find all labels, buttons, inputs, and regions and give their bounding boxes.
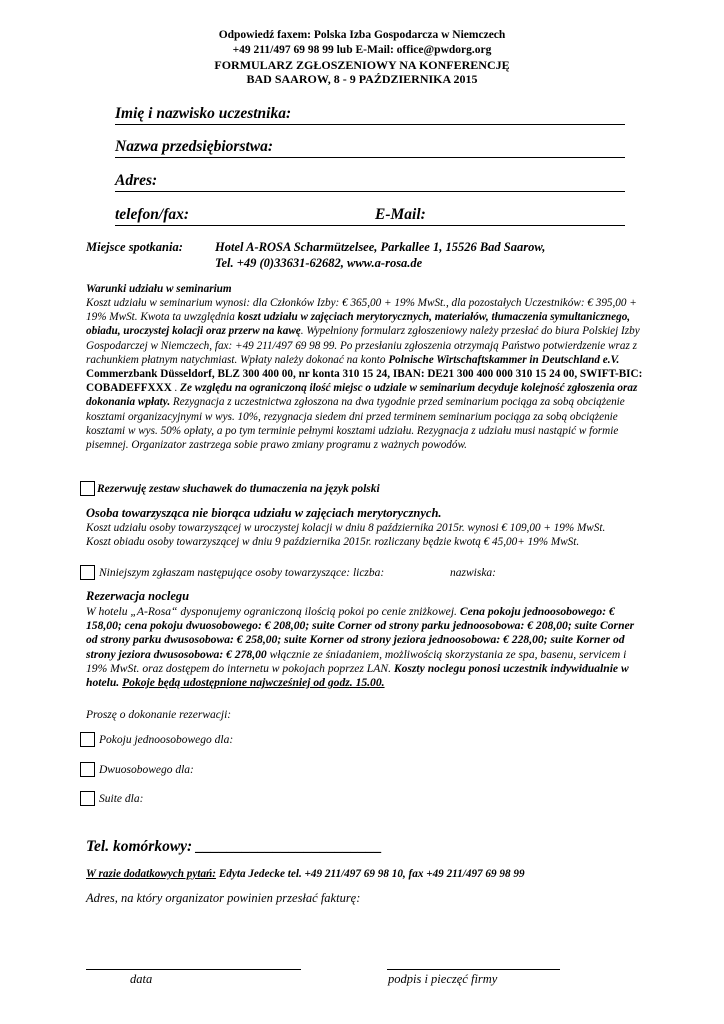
form-subtitle: BAD SAAROW, 8 - 9 PAŹDZIERNIKA 2015: [246, 72, 478, 86]
accommodation-text: W hotelu „A-Rosa“ dysponujemy ograniczoną ilością pokoi po cenie zniżkowej. Cena pokoju jednoosobowego: € 158,00; cena pokoju dwuosobowego: € 208,00; suite Corner od strony parku jednoosobowa: € 208,00; suite Corner od strony parku dwusosobowa: € 258,00; suite Korner od strony jeziora jednoosobowa: € 228,00; suite Korner od strony jeziora dwusosobowa: € 278,00 włącznie ze śniadaniem, możliwością skorzystania ze spa, basenu, servicem i 19% MwSt. oraz dostępem do internetu w pokojach poprzez LAN. Koszty noclegu ponosi uczestnik indywidualnie w hotelu. Pokoje będą udostępnione najwcześniej od godz. 15.00.: [86, 605, 635, 690]
venue-line-2: Tel. +49 (0)33631-62682, www.a-rosa.de: [215, 256, 423, 270]
participant-name-field[interactable]: [115, 104, 625, 125]
phone-fax-label: telefon/fax:: [115, 206, 190, 223]
date-line[interactable]: [86, 969, 301, 970]
venue-label: Miejsce spotkania:: [86, 240, 183, 254]
company-name-label: Nazwa przedsiębiorstwa:: [115, 138, 274, 155]
suite-checkbox[interactable]: [80, 791, 95, 806]
header-line-1: Odpowiedź faxem: Polska Izba Gospodarcza w Niemczech: [218, 29, 506, 41]
email-label: E-Mail:: [375, 206, 426, 223]
contact-info: W razie dodatkowych pytań: Edyta Jedecke tel. +49 211/497 69 98 10, fax +49 211/497 69 98 99: [86, 868, 525, 880]
participant-name-label: Imię i nazwisko uczestnika:: [115, 105, 292, 122]
invoice-address-label: Adres, na który organizator powinien przesłać fakturę:: [86, 891, 361, 905]
companion-cost-lunch: Koszt obiadu osoby towarzyszącej w dniu 9 października 2015r. rozliczany będzie kwotą € 45,00+ 19% MwSt.: [86, 536, 580, 548]
venue-line-1: Hotel A-ROSA Scharmützelsee, Parkallee 1, 15526 Bad Saarow,: [215, 240, 546, 254]
double-room-checkbox[interactable]: [80, 762, 95, 777]
signature-line[interactable]: [387, 969, 560, 970]
date-label: data: [130, 972, 153, 986]
conditions-text: Koszt udziału w seminarium wynosi: dla Członków Izby: € 365,00 + 19% MwSt., dla pozostałych Uczestników: € 395,00 + 19% MwSt. Kwota ta uwzględnia koszt udziału w zajęciach merytorycznych, materiałów, tłumaczenia symultanicznego, obiadu, uroczystej kolacji oraz przerw na kawę. Wypełniony formularz zgłoszeniowy należy przesłać do biura Polskiej Izby Gospodarczej w Niemczech, fax: +49 211/497 69 98 99. Po przesłaniu zgłoszenia otrzymają Państwo potwierdzenie wraz z rachunkiem płatnym natychmiast. Wpłaty należy dokonać na konto Polnische Wirtschaftskammer in Deutschland e.V. Commerzbank Düsseldorf, BLZ 300 400 00, nr konta 310 15 24, IBAN: DE21 300 400 000 310 15 24 00, SWIFT-BIC: COBADEFFXXX . Ze względu na ograniczoną ilość miejsc o udziale w seminarium decyduje kolejność zgłoszenia oraz dokonania wpłaty. Rezygnacja z uczestnictwa zgłoszona na dwa tygodnie przed seminarium pociąga za sobą obciążenie kosztami organizacyjnymi w wys. 10%, rezygnacja siedem dni przed terminem seminarium pociąga za sobą obciążenie kosztami w wys. 50% opłaty, a po tym terminie pełnymi kosztami udziału. Rezygnacja z udziału musi nastąpić w formie pisemnej. Organizator zastrzega sobie prawo zmiany programu z ważnych powodów.: [86, 297, 643, 452]
mobile-phone-field[interactable]: Tel. komórkowy: ________________________: [86, 838, 383, 855]
companion-cost-dinner: Koszt udziału osoby towarzyszącej w uroczystej kolacji w dniu 8 października 2015r. wynosi € 109,00 + 19% MwSt.: [86, 522, 606, 534]
single-room-label: Pokoju jednoosobowego dla:: [99, 734, 234, 746]
companion-title: Osoba towarzysząca nie biorąca udziału w zajęciach merytorycznych.: [86, 506, 442, 520]
double-room-label: Dwuosobowego dla:: [99, 764, 194, 776]
address-label: Adres:: [115, 172, 158, 189]
header-line-2: +49 211/497 69 98 99 lub E-Mail: office@pwdorg.org: [232, 44, 492, 56]
suite-label: Suite dla:: [99, 793, 144, 805]
conditions-title: Warunki udziału w seminarium: [86, 283, 232, 295]
companion-surname-label: nazwiska:: [450, 567, 496, 579]
companion-count-label: Niniejszym zgłaszam następujące osoby towarzyszące: liczba:: [99, 567, 385, 579]
form-title: FORMULARZ ZGŁOSZENIOWY NA KONFERENCJĘ: [214, 58, 510, 72]
address-field[interactable]: [115, 171, 625, 192]
accommodation-title: Rezerwacja noclegu: [86, 589, 190, 603]
reservation-request: Proszę o dokonanie rezerwacji:: [86, 709, 232, 721]
single-room-checkbox[interactable]: [80, 732, 95, 747]
company-name-field[interactable]: [115, 137, 625, 158]
phone-email-field[interactable]: [115, 205, 625, 226]
headphones-checkbox[interactable]: [80, 481, 95, 496]
signature-label: podpis i pieczęć firmy: [388, 972, 498, 986]
companion-checkbox[interactable]: [80, 565, 95, 580]
headphones-label: Rezerwuję zestaw słuchawek do tłumaczenia na język polski: [97, 483, 380, 495]
